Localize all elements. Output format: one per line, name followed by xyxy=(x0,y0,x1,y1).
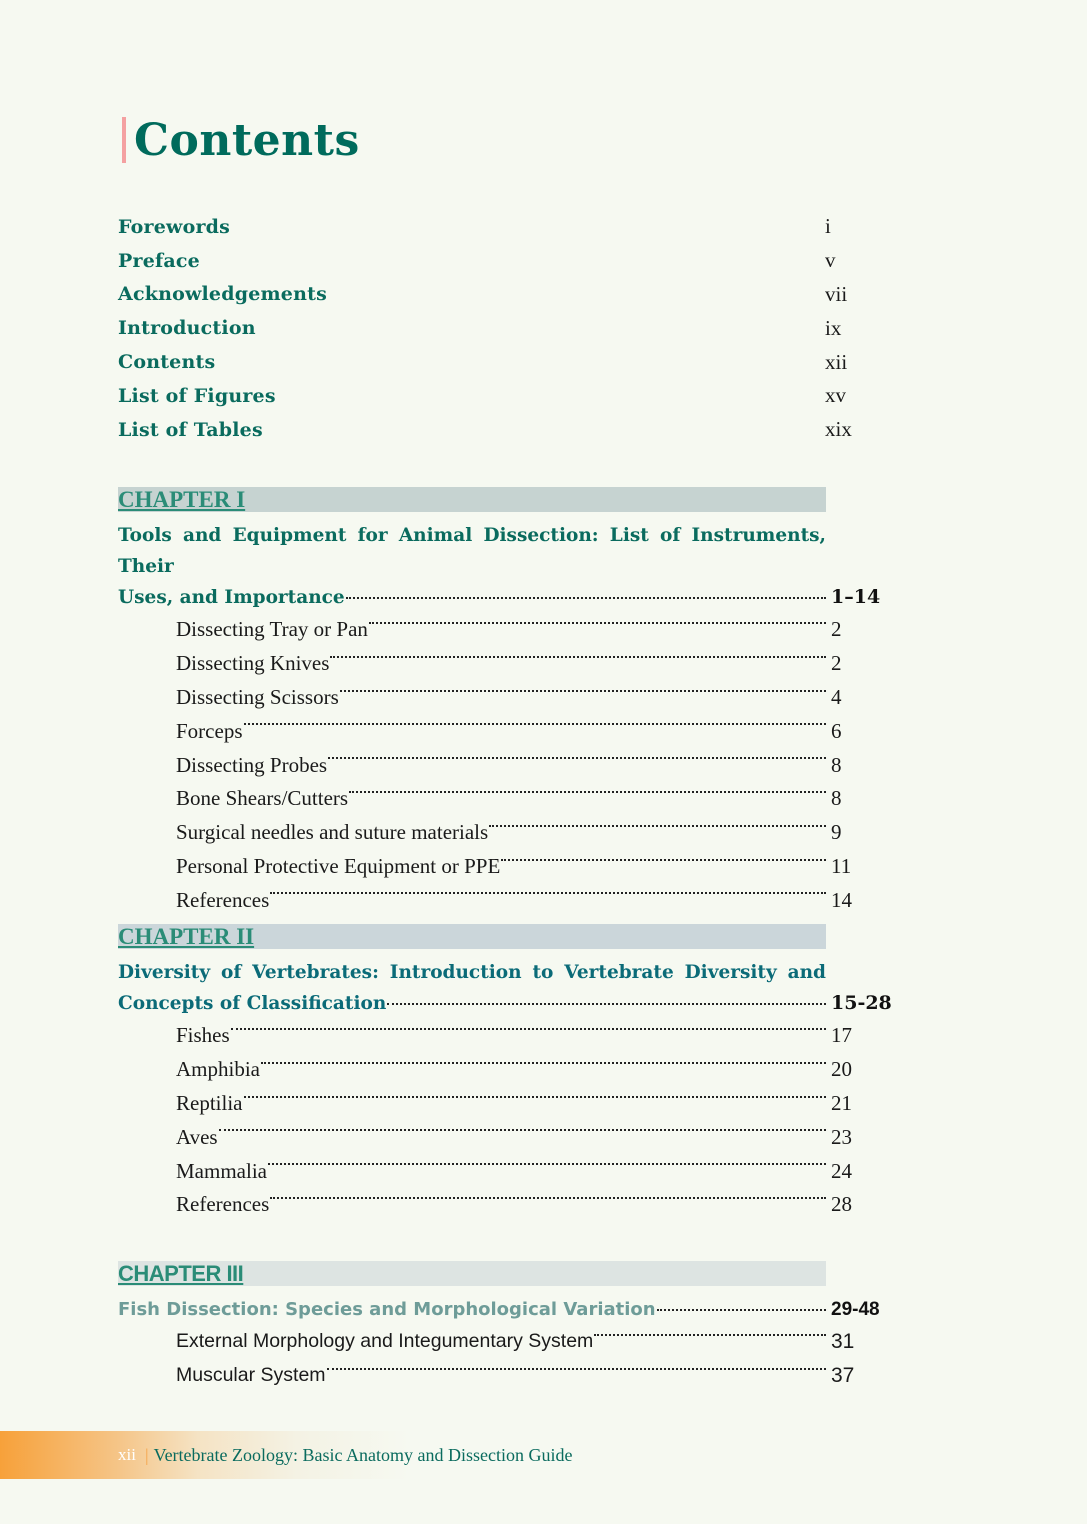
section-page: 24 xyxy=(831,1158,852,1183)
toc-entry-page: vii xyxy=(825,281,848,306)
section-page: 17 xyxy=(831,1023,852,1048)
chapter-label[interactable]: CHAPTER I xyxy=(118,487,246,512)
toc-entry-list-of-tables[interactable] xyxy=(118,413,878,447)
toc-entry-label: List of Tables xyxy=(118,418,263,441)
toc-entry-label: Acknowledgements xyxy=(118,283,327,306)
section-label: Surgical needles and suture materials xyxy=(176,820,489,845)
section-label: Forceps xyxy=(176,718,243,743)
section-label: Dissecting Probes xyxy=(176,752,328,777)
section-entry[interactable] xyxy=(176,782,842,816)
chapter-title-line: Uses, and Importance xyxy=(118,587,345,608)
chapter-2 xyxy=(118,924,898,1222)
section-entry[interactable] xyxy=(176,1087,852,1121)
toc-entry-label: Introduction xyxy=(118,317,256,340)
section-page: 11 xyxy=(831,853,852,878)
dot-leader xyxy=(500,850,826,866)
section-page: 2 xyxy=(831,617,842,642)
chapter-heading-band xyxy=(118,1261,826,1286)
chapter-title[interactable] xyxy=(118,1294,880,1325)
section-entry[interactable] xyxy=(176,1019,852,1053)
dot-leader xyxy=(368,613,826,629)
page-footer xyxy=(0,1431,660,1479)
section-entry[interactable] xyxy=(176,714,842,748)
section-label: Aves xyxy=(176,1124,218,1149)
section-label: Dissecting Tray or Pan xyxy=(176,617,368,642)
dot-leader xyxy=(593,1325,826,1341)
toc-entry-contents[interactable] xyxy=(118,345,878,379)
section-entry[interactable] xyxy=(176,613,842,647)
chapter-page-range: 1–14 xyxy=(831,586,881,608)
section-label: Personal Protective Equipment or PPE xyxy=(176,853,501,878)
toc-entry-preface[interactable] xyxy=(118,244,878,278)
toc-entry-forewords[interactable] xyxy=(118,210,878,244)
section-label: References xyxy=(176,887,270,912)
section-page: 37 xyxy=(831,1363,855,1387)
dot-leader xyxy=(329,647,826,663)
section-entry[interactable] xyxy=(176,816,842,850)
section-label: References xyxy=(176,1192,270,1217)
chapter-title[interactable] xyxy=(118,957,892,1019)
chapter-title[interactable] xyxy=(118,520,881,613)
dot-leader xyxy=(230,1019,826,1035)
section-entry[interactable] xyxy=(176,1120,852,1154)
toc-entry-label: Preface xyxy=(118,249,200,272)
dot-leader xyxy=(327,748,826,764)
chapter-title-leader-row xyxy=(118,1294,880,1325)
dot-leader xyxy=(243,1087,827,1103)
dot-leader xyxy=(339,681,826,697)
section-page: 8 xyxy=(831,752,842,777)
toc-entry-introduction[interactable] xyxy=(118,311,878,345)
chapter-title-leader-row xyxy=(118,582,881,613)
toc-entry-label: List of Figures xyxy=(118,384,276,407)
chapter-1 xyxy=(118,487,898,917)
dot-leader xyxy=(386,991,826,1010)
section-page: 28 xyxy=(831,1192,852,1217)
section-entry[interactable] xyxy=(176,1053,852,1087)
section-list xyxy=(176,1019,852,1222)
dot-leader xyxy=(488,816,826,832)
section-entry[interactable] xyxy=(176,748,842,782)
toc-entry-page: xix xyxy=(825,417,852,442)
section-page: 4 xyxy=(831,684,842,709)
section-label: Amphibia xyxy=(176,1057,260,1082)
chapter-heading-band xyxy=(118,487,826,512)
section-label: Mammalia xyxy=(176,1158,267,1183)
section-label: Reptilia xyxy=(176,1090,243,1115)
section-label: Muscular System xyxy=(176,1364,326,1387)
footer-book-title: Vertebrate Zoology: Basic Anatomy and Dissection Guide xyxy=(153,1444,573,1465)
section-label: Dissecting Knives xyxy=(176,651,330,676)
toc-entry-page: xii xyxy=(825,349,848,374)
chapter-page-range: 29-48 xyxy=(831,1299,880,1320)
section-page: 8 xyxy=(831,786,842,811)
page-title xyxy=(122,110,360,170)
dot-leader xyxy=(326,1359,826,1375)
section-label: Bone Shears/Cutters xyxy=(176,786,349,811)
dot-leader xyxy=(243,714,827,730)
section-entry[interactable] xyxy=(176,681,842,715)
toc-entry-page: v xyxy=(825,248,836,273)
dot-leader xyxy=(345,585,826,604)
section-page: 23 xyxy=(831,1124,852,1149)
chapter-page-range: 15-28 xyxy=(831,992,892,1014)
section-page: 21 xyxy=(831,1090,852,1115)
dot-leader xyxy=(267,1154,826,1170)
footer-separator: | xyxy=(144,1444,149,1465)
chapter-3 xyxy=(118,1261,898,1393)
dot-leader xyxy=(269,1188,826,1204)
section-label: Fishes xyxy=(176,1023,230,1048)
section-page: 2 xyxy=(831,651,842,676)
section-entry[interactable] xyxy=(176,1325,855,1359)
chapter-title-leader-row xyxy=(118,988,892,1019)
section-entry[interactable] xyxy=(176,1188,852,1222)
chapter-heading-band xyxy=(118,924,826,949)
page-title-text: Contents xyxy=(134,114,360,166)
section-list xyxy=(176,613,852,917)
toc-entry-label: Contents xyxy=(118,351,216,374)
section-entry[interactable] xyxy=(176,1359,855,1393)
dot-leader xyxy=(269,883,826,899)
chapter-title-line: Concepts of Classification xyxy=(118,993,387,1014)
section-label: Dissecting Scissors xyxy=(176,684,339,709)
dot-leader xyxy=(218,1120,826,1136)
front-matter-list xyxy=(118,210,878,447)
chapter-label[interactable]: CHAPTER III xyxy=(118,1261,244,1286)
section-label: External Morphology and Integumentary System xyxy=(176,1330,594,1353)
toc-entry-page: ix xyxy=(825,315,842,340)
section-page: 14 xyxy=(831,887,852,912)
toc-entry-label: Forewords xyxy=(118,215,231,238)
toc-entry-acknowledgements[interactable] xyxy=(118,278,878,312)
section-list xyxy=(176,1325,855,1393)
section-page: 9 xyxy=(831,820,842,845)
chapter-title-line: Diversity of Vertebrates: Introduction to Vertebrate Diversity and xyxy=(118,962,826,983)
toc-entry-page: i xyxy=(825,214,831,239)
chapter-title-line: Fish Dissection: Species and Morphological Variation xyxy=(118,1299,656,1320)
section-page: 6 xyxy=(831,718,842,743)
chapter-label[interactable]: CHAPTER II xyxy=(118,924,255,949)
footer-page-number: xii xyxy=(118,1445,136,1464)
chapter-title-line: Tools and Equipment for Animal Dissection: List of Instruments, Their xyxy=(118,525,826,577)
title-accent-bar xyxy=(122,117,126,163)
section-page: 20 xyxy=(831,1057,852,1082)
toc-entry-page: xv xyxy=(825,383,846,408)
dot-leader xyxy=(348,782,826,798)
dot-leader xyxy=(260,1053,826,1069)
dot-leader xyxy=(656,1297,826,1315)
section-entry[interactable] xyxy=(176,850,852,884)
section-entry[interactable] xyxy=(176,647,842,681)
toc-entry-list-of-figures[interactable] xyxy=(118,379,878,413)
section-entry[interactable] xyxy=(176,1154,852,1188)
section-entry[interactable] xyxy=(176,883,852,917)
section-page: 31 xyxy=(831,1329,855,1353)
